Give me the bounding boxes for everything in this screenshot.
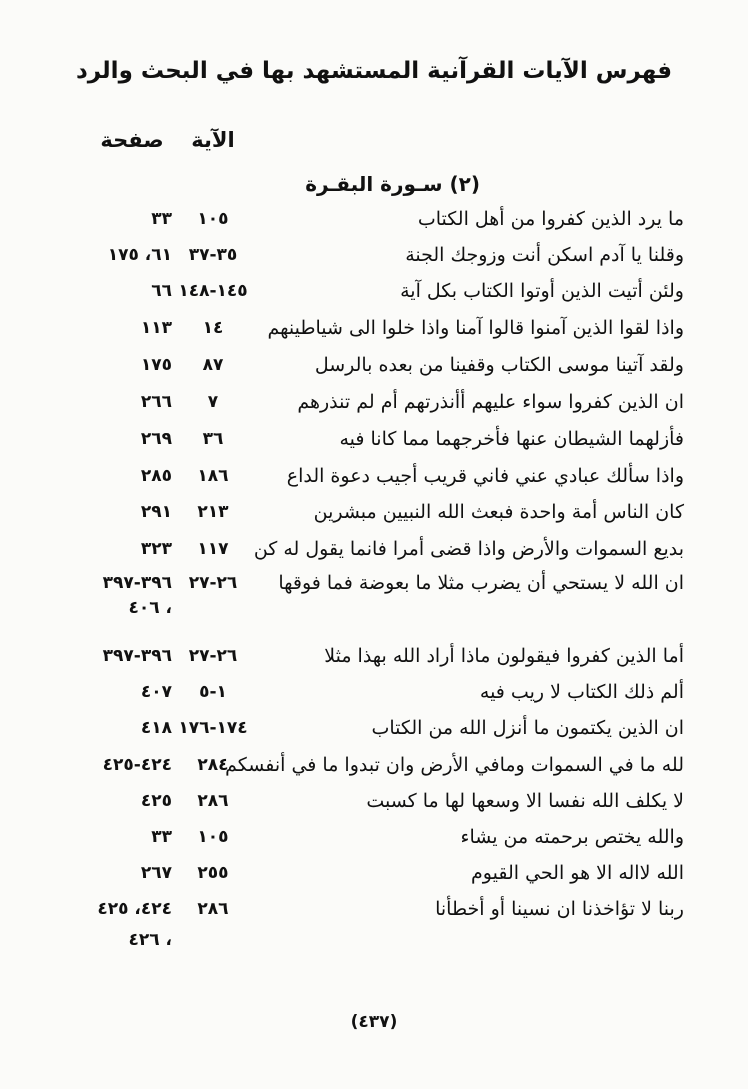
verse-text: الله لااله الا هو الحي القيوم — [471, 862, 684, 884]
verse-text: ولئن أتيت الذين أوتوا الكتاب بكل آية — [400, 280, 684, 302]
verse-text: واذا سألك عبادي عني فاني قريب أجيب دعوة الداع — [286, 465, 684, 487]
page-reference: ٦٦ — [151, 281, 172, 301]
aya-number: ١٠٥ — [197, 209, 229, 229]
surah-heading: (٢) سـورة البقـرة — [305, 172, 480, 196]
page-reference: ٣٩٦-٣٩٧ — [102, 646, 172, 666]
aya-number: ١٤٥-١٤٨ — [178, 281, 248, 301]
aya-number: ٨٧ — [202, 355, 224, 375]
index-row — [0, 240, 748, 270]
aya-number: ٢٨٦ — [197, 791, 229, 811]
index-row — [0, 461, 748, 491]
aya-number: ١٤ — [202, 318, 224, 338]
aya-number: ٢٨٦ — [197, 899, 229, 919]
page-reference: ٢٩١ — [140, 502, 172, 522]
verse-text: لا يكلف الله نفسا الا وسعها لها ما كسبت — [366, 790, 684, 812]
aya-number: ١١٧ — [197, 539, 229, 559]
aya-number: ٢٦-٢٧ — [188, 646, 238, 666]
page-number: (٤٣٧) — [350, 1012, 398, 1032]
index-row — [0, 276, 748, 306]
index-row — [0, 713, 748, 743]
aya-number: ٢٨٤ — [197, 755, 229, 775]
index-row — [0, 568, 748, 598]
verse-text: ولقد آتينا موسى الكتاب وقفينا من بعده بالرسل — [314, 354, 684, 376]
index-row — [0, 387, 748, 417]
aya-number: ٣٦ — [202, 429, 224, 449]
index-row — [0, 313, 748, 343]
page-reference: ٣٣ — [151, 209, 172, 229]
index-row — [0, 534, 748, 564]
verse-text: بديع السموات والأرض واذا قضى أمرا فانما يقول له كن — [253, 538, 684, 560]
verse-text: ألم ذلك الكتاب لا ريب فيه — [479, 681, 684, 703]
index-row — [0, 204, 748, 234]
page-reference-continued: ، ٤٢٦ — [128, 930, 172, 950]
index-row — [0, 786, 748, 816]
verse-text: والله يختص برحمته من يشاء — [460, 826, 684, 848]
verse-text: ما يرد الذين كفروا من أهل الكتاب — [417, 208, 684, 230]
index-row — [0, 894, 748, 924]
aya-number: ٣٥-٣٧ — [188, 245, 238, 265]
verse-text: ان الله لا يستحي أن يضرب مثلا ما بعوضة فما فوقها — [278, 572, 684, 594]
page-reference-continued: ، ٤٠٦ — [128, 598, 172, 618]
index-row — [0, 350, 748, 380]
column-header-page: صفحة — [100, 128, 164, 152]
aya-number: ١٧٤-١٧٦ — [178, 718, 248, 738]
verse-text: ان الذين يكتمون ما أنزل الله من الكتاب — [371, 717, 684, 739]
page-reference: ٤٢٥ — [140, 791, 172, 811]
page-reference: ١٧٥ — [140, 355, 172, 375]
page-reference: ٤٢٤-٤٢٥ — [102, 755, 172, 775]
page-reference: ٢٨٥ — [140, 466, 172, 486]
index-row — [0, 497, 748, 527]
aya-number: ١-٥ — [199, 682, 227, 702]
verse-text: لله ما في السموات ومافي الأرض وان تبدوا ما في أنفسكم — [225, 754, 684, 776]
index-row — [0, 677, 748, 707]
verse-text: كان الناس أمة واحدة فبعث الله النبيين مبشرين — [313, 501, 684, 523]
aya-number: ٧ — [207, 392, 219, 412]
aya-number: ١٨٦ — [197, 466, 229, 486]
page-reference: ٤٠٧ — [140, 682, 172, 702]
index-row — [0, 750, 748, 780]
aya-number: ١٠٥ — [197, 827, 229, 847]
index-row — [0, 424, 748, 454]
page-reference: ٣٣ — [151, 827, 172, 847]
page-reference: ٢٦٦ — [140, 392, 172, 412]
page-reference: ٤١٨ — [140, 718, 172, 738]
column-header-aya: الآية — [191, 128, 235, 152]
verse-text: أما الذين كفروا فيقولون ماذا أراد الله بهذا مثلا — [324, 645, 684, 667]
page-reference: ٣٩٦-٣٩٧ — [102, 573, 172, 593]
verse-text: ربنا لا تؤاخذنا ان نسينا أو أخطأنا — [435, 898, 684, 920]
verse-text: ان الذين كفروا سواء عليهم أأنذرتهم أم لم تنذرهم — [297, 391, 684, 413]
page-reference: ٦١، ١٧٥ — [107, 245, 172, 265]
page-reference: ١١٣ — [140, 318, 172, 338]
verse-text: وقلنا يا آدم اسكن أنت وزوجك الجنة — [405, 244, 684, 266]
index-row — [0, 822, 748, 852]
index-row — [0, 641, 748, 671]
aya-number: ٢٦-٢٧ — [188, 573, 238, 593]
verse-text: واذا لقوا الذين آمنوا قالوا آمنا واذا خلوا الى شياطينهم — [267, 317, 684, 339]
aya-number: ٢٥٥ — [197, 863, 229, 883]
index-row — [0, 858, 748, 888]
verse-text: فأزلهما الشيطان عنها فأخرجهما مما كانا فيه — [339, 428, 684, 450]
page-reference: ٢٦٧ — [140, 863, 172, 883]
page-reference: ٢٦٩ — [140, 429, 172, 449]
page-reference: ٤٢٤، ٤٢٥ — [97, 899, 172, 919]
aya-number: ٢١٣ — [197, 502, 229, 522]
page-reference: ٣٢٣ — [140, 539, 172, 559]
index-title: فهرس الآيات القرآنية المستشهد بها في البحث والرد — [75, 58, 673, 84]
